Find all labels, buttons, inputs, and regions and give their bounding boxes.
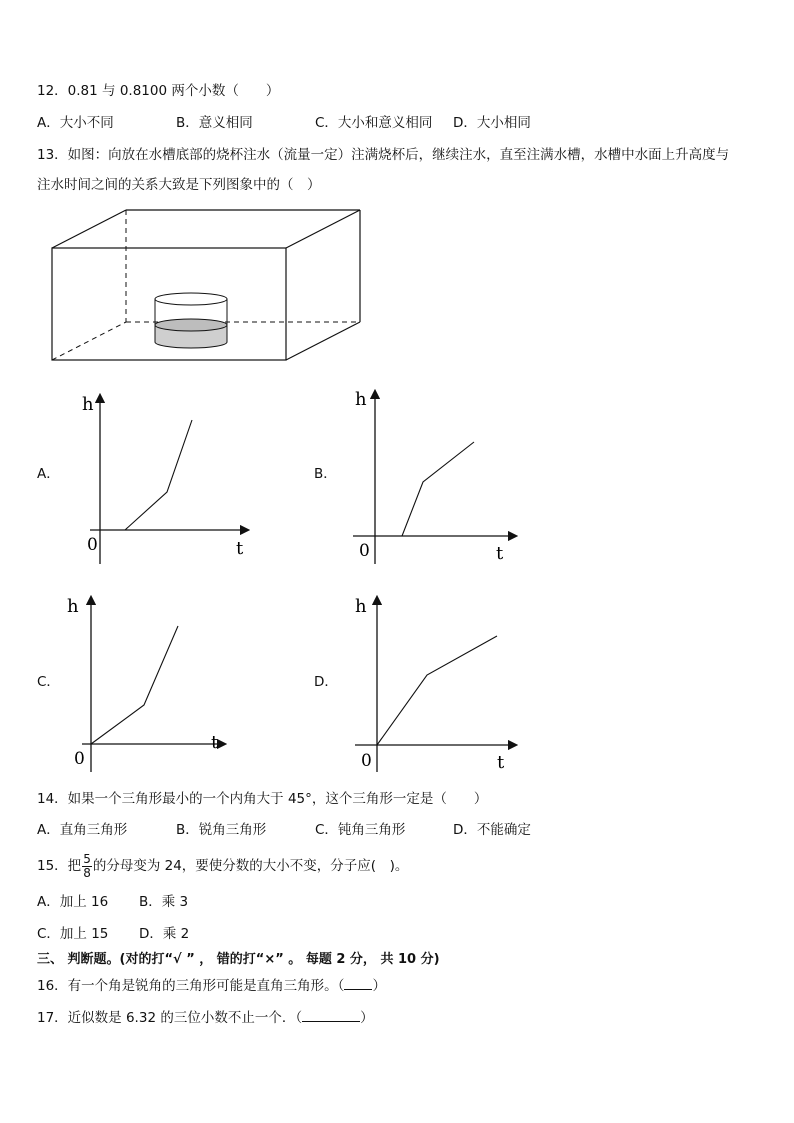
q17-answer-blank[interactable]: [302, 1021, 360, 1022]
graph-b-y-label: h: [355, 389, 367, 410]
graph-d-x-label: t: [497, 752, 505, 773]
q15-option-a[interactable]: A．加上 16: [37, 894, 109, 910]
q13-stem-line2: 注水时间之间的关系大致是下列图象中的（ ）: [37, 177, 321, 193]
q15-stem-suffix: 的分母变为 24，要使分数的大小不变，分子应( )。: [92, 858, 409, 874]
q12-option-b[interactable]: B．意义相同: [176, 115, 253, 131]
graph-b-x-label: t: [496, 543, 504, 564]
q14-option-d[interactable]: D．不能确定: [453, 822, 531, 838]
graph-b-label[interactable]: B．: [314, 466, 337, 482]
q15-stem-prefix: 15．把: [37, 858, 82, 874]
q12-option-d[interactable]: D．大小相同: [453, 115, 531, 131]
graph-c[interactable]: [67, 592, 250, 777]
q12-option-a[interactable]: A．大小不同: [37, 115, 114, 131]
section3-heading: 三、 判断题。(对的打“√ ” ， 错的打“×” 。 每题 2 分， 共 10 分): [37, 952, 440, 967]
q17-close: ）: [360, 1010, 374, 1026]
graph-c-label[interactable]: C．: [37, 674, 60, 690]
graph-a-x-label: t: [236, 538, 244, 559]
graph-c-origin: 0: [74, 749, 85, 769]
q16-answer-blank[interactable]: [344, 989, 372, 990]
graph-a-origin: 0: [87, 535, 98, 555]
graph-d-label[interactable]: D．: [314, 674, 338, 690]
graph-b-origin: 0: [359, 541, 370, 561]
graph-d-y-label: h: [355, 596, 367, 617]
graph-a-label[interactable]: A．: [37, 466, 60, 482]
q12-stem: 12．0.81 与 0.8100 两个小数（ ）: [37, 83, 280, 99]
q14-stem: 14．如果一个三角形最小的一个内角大于 45°，这个三角形一定是（ ）: [37, 791, 488, 807]
q15-stem: [37, 852, 408, 880]
q16-text: 16．有一个角是锐角的三角形可能是直角三角形。（: [37, 978, 345, 994]
q17-text: 17．近似数是 6.32 的三位小数不止一个．（: [37, 1010, 303, 1026]
graph-c-y-label: h: [67, 596, 79, 617]
graph-b[interactable]: [355, 386, 535, 566]
graph-d-origin: 0: [361, 751, 372, 771]
q15-option-d[interactable]: D．乘 2: [139, 926, 190, 942]
q15-fraction-denominator: 8: [83, 865, 91, 880]
graph-a-y-label: h: [82, 394, 94, 415]
q14-option-b[interactable]: B．锐角三角形: [176, 822, 267, 838]
q15-fraction: [82, 853, 92, 880]
q13-stem-line1: 13．如图：向放在水槽底部的烧杯注水（流量一定）注满烧杯后，继续注水，直至注满水槽，水槽中水面上升高度与: [37, 147, 730, 163]
q14-option-a[interactable]: A．直角三角形: [37, 822, 128, 838]
graph-a[interactable]: [80, 388, 260, 568]
q17-stem: [37, 1008, 374, 1028]
graph-c-x-label: t: [211, 732, 219, 753]
q16-stem: [37, 976, 386, 996]
q12-option-c[interactable]: C．大小和意义相同: [315, 115, 433, 131]
graph-d[interactable]: [355, 592, 535, 777]
water-tank-figure: [48, 206, 368, 364]
beaker: [155, 293, 227, 348]
q16-close: ）: [372, 978, 386, 994]
q14-option-c[interactable]: C．钝角三角形: [315, 822, 406, 838]
q15-fraction-numerator: 5: [83, 851, 91, 866]
q15-option-b[interactable]: B．乘 3: [139, 894, 189, 910]
q15-option-c[interactable]: C．加上 15: [37, 926, 109, 942]
